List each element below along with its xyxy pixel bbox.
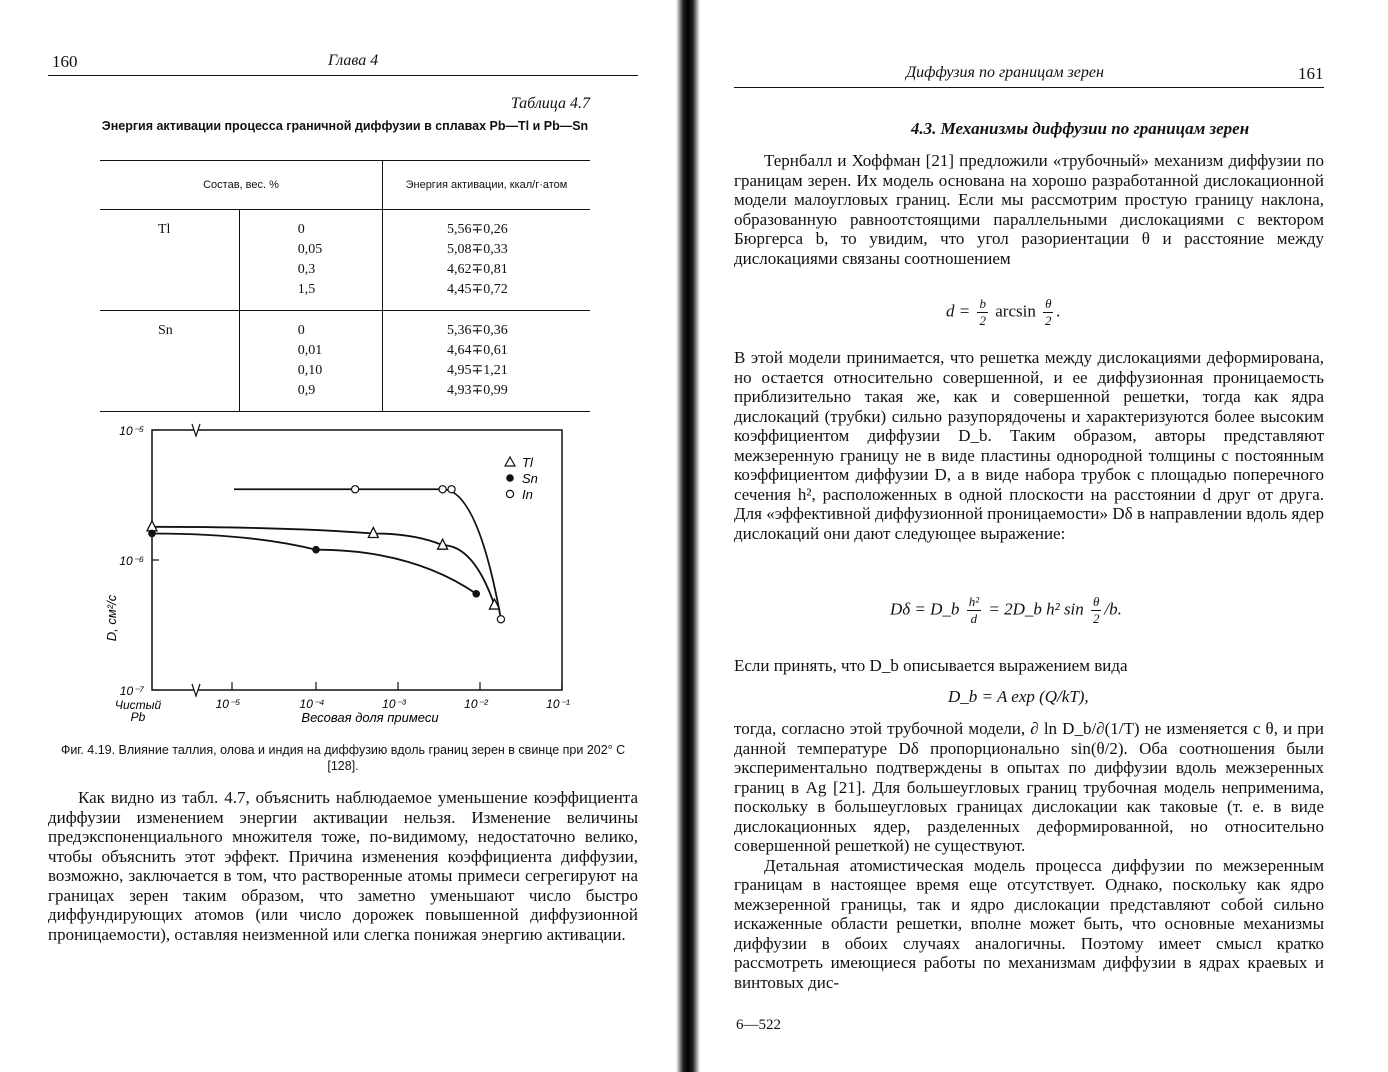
composition-value: 0,10 [297,363,323,378]
energy-value: 4,62∓0,81 [446,262,508,277]
legend-marker-sn [506,474,514,482]
activation-energy-table [100,160,590,412]
data-point-in [439,486,446,493]
data-point-in [352,486,359,493]
energy-value: 4,45∓0,72 [446,282,508,297]
composition-value: 0,05 [297,242,323,257]
energy-value: 5,08∓0,33 [446,242,508,257]
data-point-in [497,616,504,623]
denominator: 2 [1092,611,1100,626]
composition-value: 0,9 [297,383,316,398]
energy-cell [382,210,590,311]
series-line-sn [152,533,476,593]
energy-value: 4,93∓0,99 [446,383,508,398]
book-gutter [676,0,700,1072]
composition-cell [239,210,382,311]
composition-value: 0,01 [297,343,323,358]
data-point-sn [312,546,320,554]
energy-value: 5,56∓0,26 [446,222,508,237]
formula-part: d = [946,301,971,321]
numerator: θ [1045,296,1052,311]
header-rule [48,75,638,76]
composition-cell [239,311,382,412]
paragraph: Тернбалл и Хоффман [21] предложили «трубочный» механизм диффузии по границам зерен. Их модель основана на хорошо разработанной дислокационной модели малоугловых границ. Если мы рассмотрим простую границу наклона, образованную равноотстоящими параллельными дислокациями с вектором Бюргерса b, то увидим, что угол разориентации θ и расстояние между дислокациями связаны соотношением [734,151,1324,268]
body-text [734,348,1324,543]
legend-marker-tl [505,457,515,466]
formula-arrhenius: D_b = A exp (Q/kT), [948,687,1089,706]
composition-value: 0 [297,323,305,338]
plot-frame [152,430,562,690]
data-point-sn [472,590,480,598]
chart-curves [152,489,501,619]
y-tick-label: 10⁻⁵ [119,424,144,438]
numerator: θ [1093,594,1100,609]
series-line-in [234,489,501,619]
body-text [734,719,1324,992]
legend-label: Tl [522,455,533,470]
x-tick-label: 10⁻² [464,697,488,711]
data-point-tl [147,521,157,531]
formula-angle [946,296,1061,329]
numerator: b [979,296,986,311]
legend-label: In [522,487,533,502]
page-number: 160 [52,52,78,71]
header-rule [734,87,1324,88]
paragraph: Детальная атомистическая модель процесса диффузии по межзеренным границам в настоящее время еще отсутствует. Однако, поскольку как ядро межзеренной границы, так и ядро дислокации представляют собой сильно искаженные области решетки, вполне может быть, что основные механизмы диффузии в обоих случаях аналогичны. Поэтому имеет смысл кратко рассмотреть имеющиеся работы по механизмам диффузии в ядрах краевых и винтовых дис- [734,855,1324,992]
x-tick-label: 10⁻³ [382,697,406,711]
fraction [977,296,988,329]
diffusion-chart [100,418,590,736]
chart-axes [152,424,562,696]
table-caption: Таблица 4.7 [510,95,590,112]
printer-signature: 6—522 [736,1017,781,1033]
body-text [734,656,1324,676]
data-point-sn [148,530,156,538]
denominator: 2 [1045,313,1052,328]
formula-part: arcsin [995,301,1036,321]
paragraph: тогда, согласно этой трубочной модели, ∂ ln D_b/∂(1/T) не изменяется с θ, и при данной температуре Dδ пропорционально sin(θ/2). Оба соотношения были экспериментально подтверждены в опытах по диффузии вдоль межзеренных границ в Ag [21]. Для большеугловых границ трубочная модель неприменима, поскольку в большеугловых границах дислокации как таковые (т. е. в виде дислокационных ядер, разделенных деформированной, но относительно совершенной решеткой) не существуют. [734,719,1324,855]
fraction [967,594,981,627]
x-tick-label: Чистый [114,698,162,712]
chart-ticks [115,424,570,724]
page-number: 161 [1298,64,1324,83]
paragraph: В этой модели принимается, что решетка между дислокациями деформирована, но остается относительно совершенной, и ее диффузионная проницаемость приблизительно такая же, как и совершенной решетки, тогда как ядра дислокаций (трубки) сильно разупорядочены и характеризуются более высоким коэффициентом диффузии D_b. Таким образом, авторы представляют межзеренную границу не в виде пластины однородной толщины с постоянным коэффициентом диффузии D, а в виде набора трубок с площадью поперечного сечения h², расположенных в одной плоскости на расстоянии d друг от друга. Для «эффективной диффузионной проницаемости» Dδ в направлении вдоль ядер дислокаций они дают следующее выражение: [734,348,1324,543]
composition-value: 1,5 [297,282,316,297]
paragraph: Если принять, что D_b описывается выражением вида [734,656,1128,675]
table-row [100,311,590,412]
x-tick-label: 10⁻¹ [546,697,570,711]
table-header-composition: Состав, вес. % [100,161,382,210]
energy-value: 4,95∓1,21 [446,363,508,378]
series-line-tl [152,527,494,605]
figure-caption: Фиг. 4.19. Влияние таллия, олова и индия на диффузию вдоль границ зерен в свинце при 202° С [128]. [60,743,626,773]
denominator: 2 [979,313,986,328]
x-tick-label: 10⁻⁵ [215,697,241,711]
chart-marks [147,486,505,623]
energy-cell [382,311,590,412]
running-head: Диффузия по границам зерен [906,64,1104,81]
right-page [700,0,1388,1072]
table-header-energy: Энергия активации, ккал/г·атом [382,161,590,210]
y-tick-label: 10⁻⁶ [119,554,144,568]
formula-part: /b. [1104,599,1122,619]
fraction [1043,296,1053,329]
formula-part: = 2D_b h² sin [988,599,1084,619]
legend-label: Sn [522,471,538,486]
x-tick-label: 10⁻⁴ [299,697,325,711]
formula-part: . [1056,301,1061,321]
fraction [1091,594,1101,627]
legend-marker-in [506,490,513,497]
x-axis-label: Весовая доля примеси [301,710,439,725]
y-tick-label: 10⁻⁷ [119,684,144,698]
table-title: Энергия активации процесса граничной диффузии в сплавах Pb—Tl и Pb—Sn [101,119,589,133]
section-title: 4.3. Механизмы диффузии по границам зерен [910,119,1250,138]
running-head: Глава 4 [328,52,379,69]
paragraph: Как видно из табл. 4.7, объяснить наблюдаемое уменьшение коэффициента диффузии изменением энергии активации нельзя. Изменение величины предэкспоненциального множителя тоже, по-видимому, недостаточно велико, чтобы объяснить этот эффект. Причина изменения коэффициента диффузии, возможно, заключается в том, что растворенные атомы примеси сегрегируют на границах зерен таким образом, что заметно уменьшают число быстро диффундирующих атомов (или число дорожек повышенной диффузионной проницаемости), оставляя неизменной или слегка понижая энергию активации. [48,788,638,944]
element-cell: Sn [100,311,239,412]
denominator: d [970,611,978,626]
table-row [100,210,590,311]
body-text [48,788,638,944]
composition-value: 0 [297,222,305,237]
formula-effective-diffusion [890,594,1122,627]
y-axis-label: D, см²/с [104,594,119,642]
energy-value: 4,64∓0,61 [446,343,508,358]
formula-part: Dδ = D_b [890,599,960,619]
x-tick-label: Pb [130,710,146,724]
energy-value: 5,36∓0,36 [446,323,508,338]
chart-legend [505,455,538,502]
element-cell: Tl [100,210,239,311]
data-point-in [448,486,455,493]
numerator: h² [968,594,980,609]
body-text [734,151,1324,268]
left-page [0,0,676,1072]
composition-value: 0,3 [297,262,316,277]
